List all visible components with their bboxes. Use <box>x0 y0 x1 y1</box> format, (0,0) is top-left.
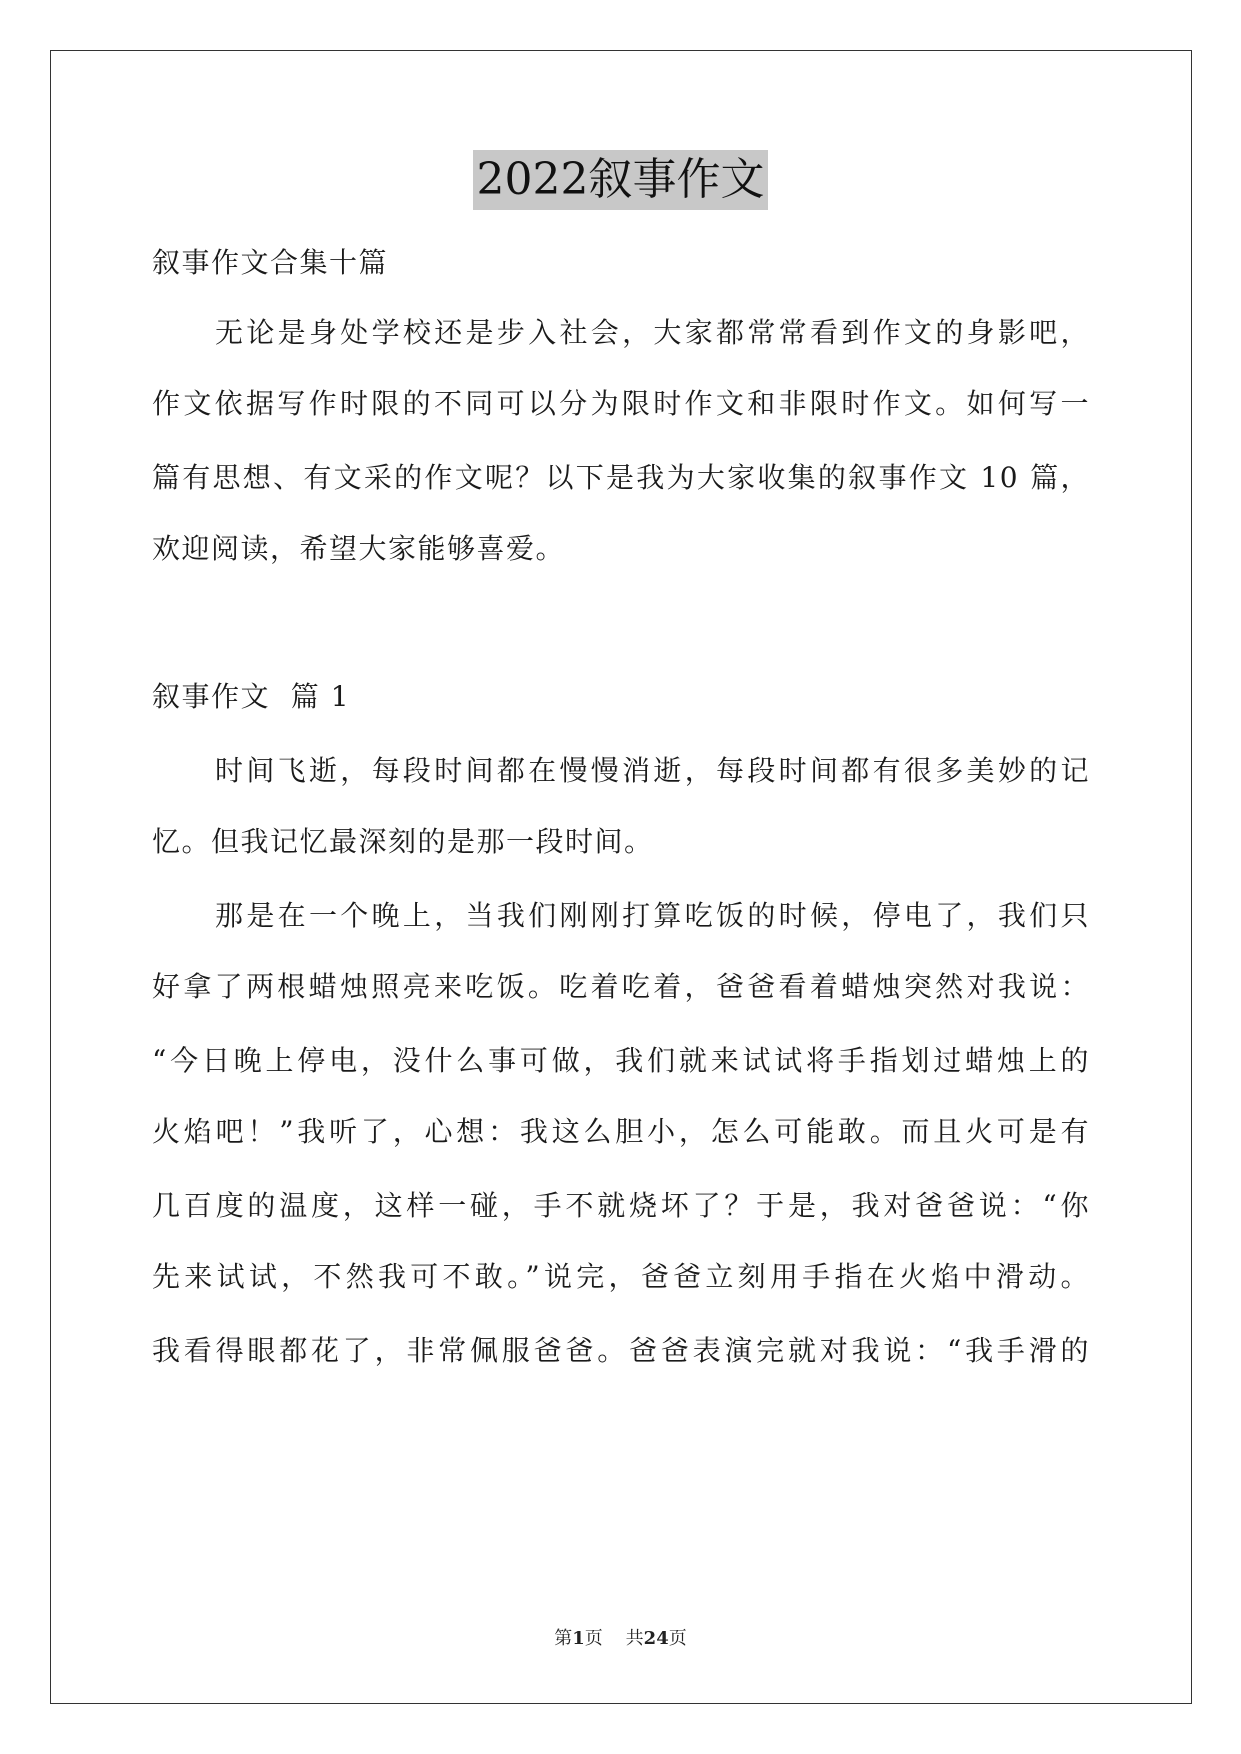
footer-prefix: 第 <box>554 1628 573 1649</box>
intro-line: 篇有思想、有文采的作文呢？以下是我为大家收集的叙事作文 10 篇， <box>152 461 1090 494</box>
document-title: 2022叙事作文 <box>473 150 769 210</box>
footer-mid: 页 共 <box>584 1628 644 1649</box>
paragraph-line: 那是在一个晚上，当我们刚刚打算吃饭的时候，停电了，我们只 <box>215 899 1090 932</box>
title-container <box>0 150 1241 210</box>
section-heading: 叙事作文 篇 1 <box>152 680 351 713</box>
intro-line: 欢迎阅读，希望大家能够喜爱。 <box>152 532 566 565</box>
page-border <box>50 50 1192 1704</box>
paragraph-line: 几百度的温度，这样一碰，手不就烧坏了？于是，我对爸爸说：“你 <box>152 1189 1090 1222</box>
paragraph-line: 忆。但我记忆最深刻的是那一段时间。 <box>152 825 654 858</box>
paragraph-line: 我看得眼都花了，非常佩服爸爸。爸爸表演完就对我说：“我手滑的 <box>152 1334 1090 1367</box>
paragraph-line: 火焰吧！”我听了，心想：我这么胆小，怎么可能敢。而且火可是有 <box>152 1115 1090 1148</box>
footer-suffix: 页 <box>668 1628 687 1649</box>
intro-line: 无论是身处学校还是步入社会，大家都常常看到作文的身影吧， <box>215 316 1090 349</box>
footer-total-pages: 24 <box>643 1628 669 1649</box>
page-footer <box>0 1627 1241 1651</box>
paragraph-line: 好拿了两根蜡烛照亮来吃饭。吃着吃着，爸爸看着蜡烛突然对我说： <box>152 970 1090 1003</box>
subtitle: 叙事作文合集十篇 <box>152 246 389 279</box>
paragraph-line: 时间飞逝，每段时间都在慢慢消逝，每段时间都有很多美妙的记 <box>215 754 1090 787</box>
paragraph-line: “今日晚上停电，没什么事可做，我们就来试试将手指划过蜡烛上的 <box>152 1044 1090 1077</box>
intro-line: 作文依据写作时限的不同可以分为限时作文和非限时作文。如何写一 <box>152 387 1090 420</box>
paragraph-line: 先来试试，不然我可不敢。”说完，爸爸立刻用手指在火焰中滑动。 <box>152 1260 1090 1293</box>
footer-current-page: 1 <box>572 1628 585 1649</box>
